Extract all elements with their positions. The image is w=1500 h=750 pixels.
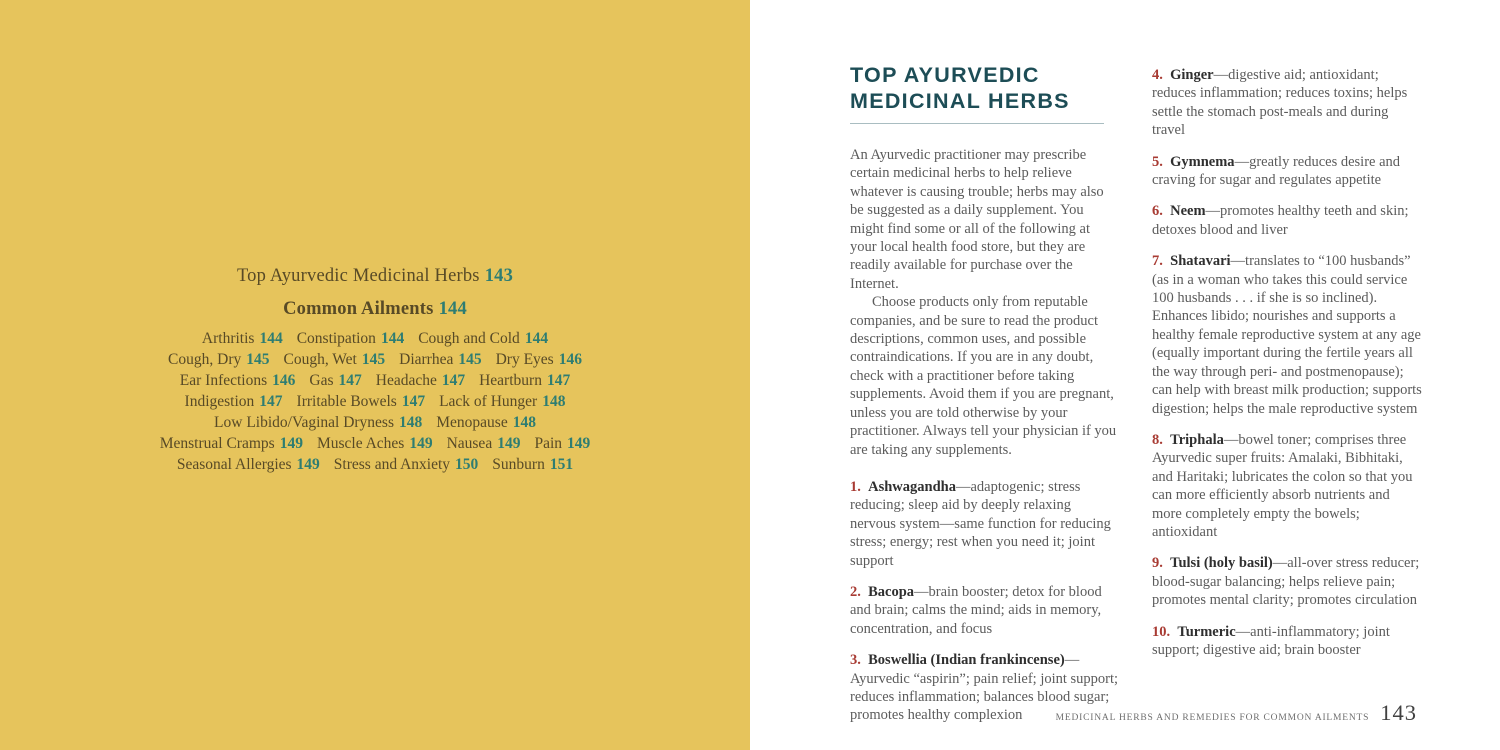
page-title-line2: MEDICINAL HERBS [850,89,1070,113]
toc-entry-label: Stress and Anxiety [333,456,451,473]
toc-entry-page-number: 148 [542,393,566,410]
toc-entry-label: Cough and Cold [418,330,520,347]
toc-entry-label: Arthritis [201,330,255,347]
toc-entry-page-number: 149 [497,435,521,452]
herb-name: Ashwagandha [868,478,956,495]
toc-entry-label: Irritable Bowels [296,393,397,410]
toc-entry-page-number: 146 [558,351,582,368]
page-title-line1: TOP AYURVEDIC [850,63,1040,87]
herb-name: Ginger [1170,67,1214,83]
herb-number: 10. [1152,623,1171,640]
toc-entry-label: Cough, Dry [168,351,242,368]
toc-entry-label: Seasonal Allergies [176,456,292,473]
herb-description: —anti-inflammatory; joint support; digestive aid; brain booster [1152,623,1390,658]
toc-entry-page-number: 149 [296,456,320,473]
herb-number: 4. [1152,67,1163,83]
toc-title-page-number: 143 [484,266,514,286]
toc-entry-label: Gas [309,372,334,389]
toc-entry-page-number: 145 [458,351,482,368]
herb-name: Boswellia (Indian frankincense) [868,652,1065,669]
toc-entry-page-number: 149 [409,435,433,452]
toc-entry [283,349,385,370]
toc-line [25,433,725,454]
toc-entry-page-number: 147 [338,372,362,389]
toc-line [25,391,725,412]
running-head: MEDICINAL HERBS AND REMEDIES FOR COMMON AILMENTS [1055,713,1370,723]
right-page [750,0,1500,750]
toc-entry [309,370,361,391]
toc-line [25,349,725,370]
toc-entry-page-number: 147 [401,393,426,410]
herb-description: —greatly reduces desire and craving for sugar and regulates appetite [1152,153,1401,189]
toc-entry-page-number: 149 [279,435,303,452]
herb-description: —promotes healthy teeth and skin; detoxes blood and liver [1152,203,1409,238]
herb-description: —translates to “100 husbands” (as in a woman who takes this could service 100 husbands . . . if she is so inclined). Enhances libido; nourishes and supports a healthy female reproductive system at any age (equally important during the fertile years all the way through peri- and postmenopause); can help with breast milk production; supports digestion; helps the male reproductive system [1152,253,1422,417]
herb-item [1152,66,1422,140]
toc-entry [436,412,536,433]
toc-entry [447,433,521,454]
herb-item [1152,202,1422,239]
toc-entry [534,433,590,454]
toc-entry [479,370,570,391]
toc-entry-label: Nausea [446,435,493,452]
toc-entry-label: Heartburn [479,372,542,389]
toc-entry-page-number: 147 [546,372,571,389]
toc-entry-label: Diarrhea [399,351,454,368]
herb-item [850,583,1120,638]
herb-list-column-1 [850,478,1120,725]
herb-name: Tulsi (holy basil) [1170,555,1273,572]
toc-entry-label: Indigestion [184,393,255,410]
right-page-column-2 [1152,66,1422,672]
herb-name: Neem [1170,203,1206,220]
right-page-column-1 [850,62,1120,738]
heading-rule [850,123,1104,124]
toc-entry [297,328,404,349]
toc-entry [202,328,283,349]
toc-entry-page-number: 151 [549,456,574,473]
herb-item [1152,153,1422,190]
toc-entry [180,370,296,391]
toc-entry [492,454,573,475]
toc-block [25,264,725,475]
toc-entry [317,433,433,454]
toc-line [25,370,725,391]
herb-name: Bacopa [868,583,915,600]
toc-entry [185,391,283,412]
toc-entry [168,349,269,370]
herb-description: —adaptogenic; stress reducing; sleep aid by deeply relaxing nervous system—same function for reducing stress; energy; rest when you need it; joint support [850,478,1111,569]
herb-item [1152,252,1422,418]
toc-section-label: Common Ailments [283,299,434,319]
herb-number: 1. [850,478,861,495]
herb-description: —brain booster; detox for blood and brain; calms the mind; aids in memory, concentration, and focus [850,583,1102,637]
herb-description: —bowel toner; comprises three Ayurvedic super fruits: Amalaki, Bibhitaki, and Haritaki; lubricates the colon so that you can more efficiently absorb nutrients and more completely empty the bowels; antioxidant [1152,431,1413,540]
intro-paragraph: Choose products only from reputable companies, and be sure to read the product descriptions, common uses, and possible contraindications. If you are in any doubt, check with a practitioner before taking supplements. Avoid them if you are pregnant, unless you are told otherwise by your practitioner. Always tell your physician if you are taking any supplements. [850,294,1117,458]
herb-number: 7. [1152,253,1163,270]
toc-entry-page-number: 145 [246,351,270,368]
toc-entry-page-number: 150 [455,456,479,473]
toc-entry-page-number: 147 [441,372,466,389]
herb-name: Shatavari [1170,253,1231,270]
page-title [850,62,1120,114]
toc-entry-page-number: 148 [399,414,423,431]
toc-entry-label: Muscle Aches [316,435,405,452]
page-footer [1056,700,1417,726]
toc-entry-page-number: 147 [259,393,283,410]
toc-entry-label: Cough, Wet [283,351,357,368]
herb-item [1152,431,1422,541]
toc-entry [439,391,565,412]
herb-number: 6. [1152,203,1163,220]
herb-number: 2. [850,583,861,600]
herb-item [850,478,1120,570]
toc-ailment-list [25,328,725,475]
toc-entry [418,328,548,349]
toc-title-label: Top Ayurvedic Medicinal Herbs [236,266,480,286]
toc-entry-label: Lack of Hunger [439,393,538,410]
toc-section-page-number: 144 [438,299,467,319]
toc-entry [177,454,320,475]
toc-entry-label: Sunburn [492,456,545,473]
toc-line [25,328,725,349]
toc-entry-label: Menopause [436,414,508,431]
herb-item [1152,623,1422,660]
toc-line [25,454,725,475]
toc-entry-label: Ear Infections [179,372,268,389]
toc-entry-label: Menstrual Cramps [159,435,275,452]
herb-description: —digestive aid; antioxidant; reduces inflammation; reduces toxins; helps settle the stomach post-meals and during travel [1152,67,1408,139]
herb-number: 8. [1152,431,1163,448]
herb-number: 9. [1152,555,1163,572]
toc-section-title [25,297,725,321]
toc-entry-label: Headache [375,372,437,389]
toc-entry [214,412,422,433]
toc-entry [334,454,479,475]
herb-item [1152,554,1422,609]
toc-entry-page-number: 149 [567,435,591,452]
herb-name: Gymnema [1170,153,1235,170]
toc-entry [496,349,582,370]
toc-entry-page-number: 144 [380,330,405,347]
toc-entry-label: Low Libido/Vaginal Dryness [214,414,394,431]
toc-entry-page-number: 144 [259,330,283,347]
toc-entry-label: Pain [534,435,563,452]
toc-entry-page-number: 145 [361,351,386,368]
toc-entry-label: Dry Eyes [495,351,554,368]
toc-title [25,264,725,288]
toc-entry-label: Constipation [296,330,376,347]
toc-entry-page-number: 144 [524,330,549,347]
herb-number: 3. [850,652,861,669]
toc-entry [399,349,481,370]
toc-entry [376,370,465,391]
herb-description: —Ayurvedic “aspirin”; pain relief; joint support; reduces inflammation; balances blood sugar; promotes healthy complexion [850,652,1119,724]
herb-name: Turmeric [1177,623,1236,640]
herb-list-column-2 [1152,66,1422,659]
herb-name: Triphala [1170,431,1224,448]
toc-entry-page-number: 148 [512,414,536,431]
toc-entry-page-number: 146 [272,372,296,389]
page-number: 143 [1380,700,1417,725]
herb-number: 5. [1152,153,1163,170]
herb-description: —all-over stress reducer; blood-sugar balancing; helps relieve pain; promotes mental clarity; promotes circulation [1152,555,1420,609]
toc-line [25,412,725,433]
toc-entry [297,391,426,412]
toc-entry [160,433,303,454]
intro-paragraph: An Ayurvedic practitioner may prescribe certain medicinal herbs to help relieve whatever is causing trouble; herbs may also be suggested as a daily supplement. You might find some or all of the following at your local health food store, but they are readily available for purchase over the Internet. [850,147,1104,292]
